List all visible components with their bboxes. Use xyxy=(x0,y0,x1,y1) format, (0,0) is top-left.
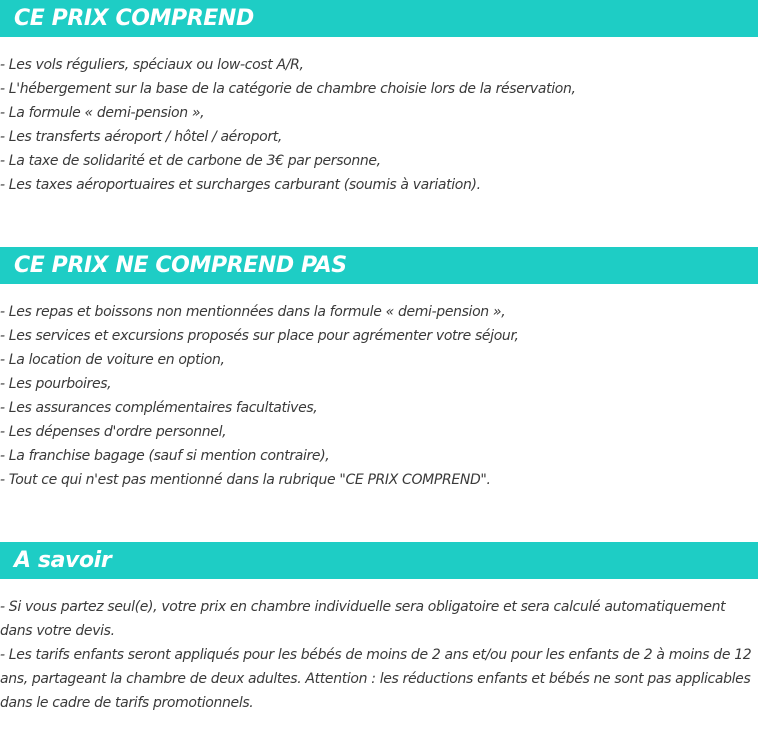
list-item: - La formule « demi-pension », xyxy=(0,105,205,121)
not-included-list xyxy=(0,300,758,492)
list-item: - Les services et excursions proposés sur place pour agrémenter votre séjour, xyxy=(0,328,519,344)
section-title-not-included: CE PRIX NE COMPREND PAS xyxy=(0,247,758,284)
list-item: - Les assurances complémentaires facultatives, xyxy=(0,400,318,416)
list-item: - Les transferts aéroport / hôtel / aéroport, xyxy=(0,129,282,145)
paragraph-single-supplement: - Si vous partez seul(e), votre prix en chambre individuelle sera obligatoire et sera calculé automatiquement dans votre devis. xyxy=(0,599,726,639)
included-list xyxy=(0,53,758,197)
list-item: - La location de voiture en option, xyxy=(0,352,225,368)
section-good-to-know xyxy=(0,542,758,715)
list-item: - La franchise bagage (sauf si mention contraire), xyxy=(0,448,330,464)
paragraph-child-rates: - Les tarifs enfants seront appliqués pour les bébés de moins de 2 ans et/ou pour les enfants de 2 à moins de 12 ans, partageant la chambre de deux adultes. Attention : les réductions enfants et bébés ne sont pas applicables dans le cadre de tarifs promotionnels. xyxy=(0,647,752,711)
section-title-good-to-know: A savoir xyxy=(0,542,758,579)
list-item: - La taxe de solidarité et de carbone de 3€ par personne, xyxy=(0,153,381,169)
good-to-know-body xyxy=(0,595,758,715)
list-item: - Les repas et boissons non mentionnées dans la formule « demi-pension », xyxy=(0,304,506,320)
section-included xyxy=(0,0,758,197)
section-title-included: CE PRIX COMPREND xyxy=(0,0,758,37)
list-item: - Les dépenses d'ordre personnel, xyxy=(0,424,227,440)
list-item: - L'hébergement sur la base de la catégorie de chambre choisie lors de la réservation, xyxy=(0,81,576,97)
list-item: - Les vols réguliers, spéciaux ou low-cost A/R, xyxy=(0,57,304,73)
list-item: - Tout ce qui n'est pas mentionné dans la rubrique "CE PRIX COMPREND". xyxy=(0,472,491,488)
list-item: - Les taxes aéroportuaires et surcharges carburant (soumis à variation). xyxy=(0,177,481,193)
section-not-included xyxy=(0,247,758,492)
list-item: - Les pourboires, xyxy=(0,376,112,392)
